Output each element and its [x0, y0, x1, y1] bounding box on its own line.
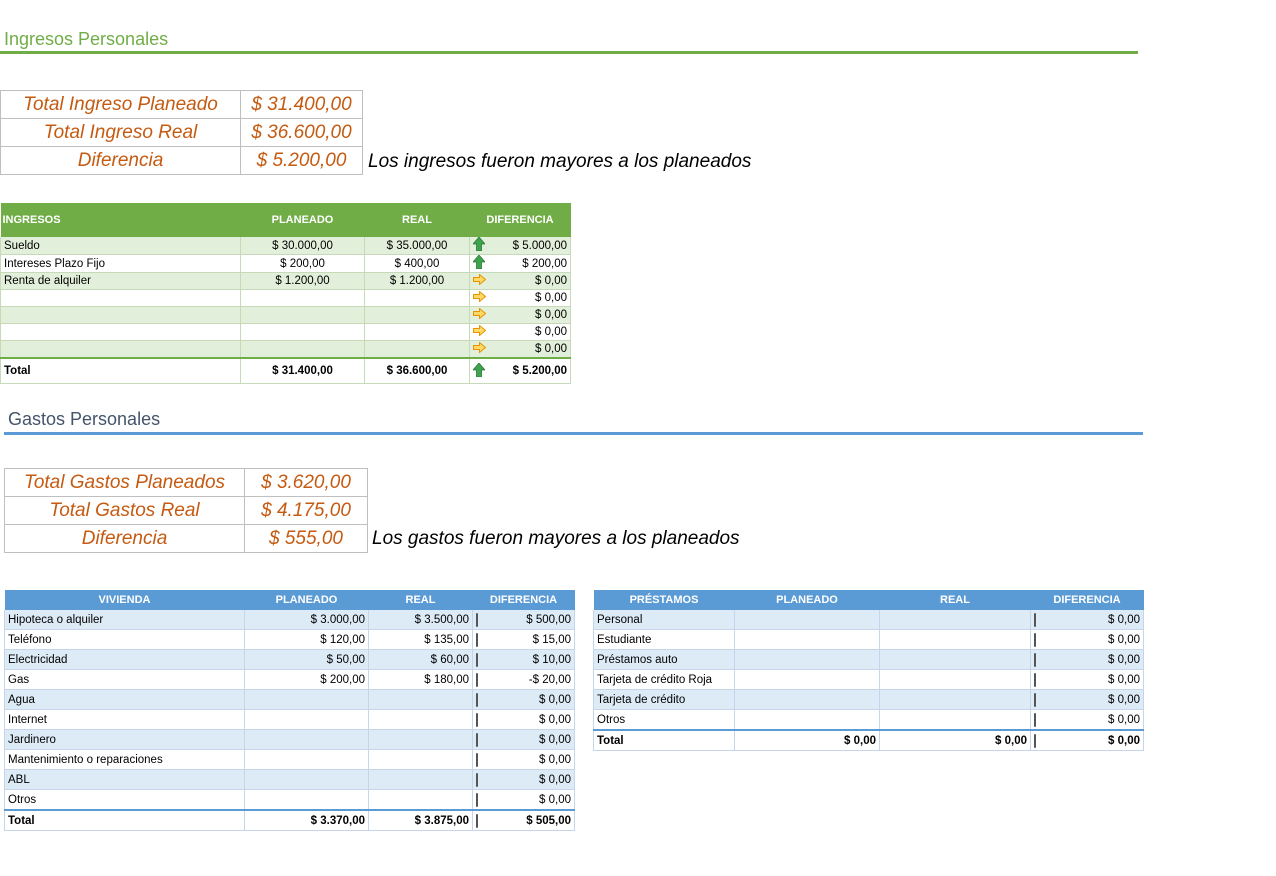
difference-cell[interactable]	[1031, 710, 1144, 731]
vivienda-row	[5, 770, 575, 790]
amber-light-icon	[1034, 714, 1036, 726]
ingresos-row	[1, 324, 571, 341]
red-light-icon	[476, 634, 478, 646]
col-header-planeado[interactable]: PLANEADO	[245, 590, 369, 610]
gastos-note: Los gastos fueron mayores a los planeados	[372, 528, 740, 549]
difference-value: -$ 20,00	[528, 673, 571, 686]
difference-value: $ 0,00	[1108, 713, 1140, 726]
difference-value: $ 10,00	[532, 653, 571, 666]
total-difference-value: $ 0,00	[1108, 734, 1140, 747]
ingresos-row	[1, 273, 571, 290]
total-difference-cell[interactable]	[470, 358, 571, 384]
real-cell[interactable]	[880, 710, 1031, 731]
row-name-cell[interactable]: Electricidad	[5, 650, 245, 670]
ingresos-row	[1, 290, 571, 307]
planned-cell[interactable]: $ 120,00	[245, 630, 369, 650]
difference-cell[interactable]	[473, 670, 575, 690]
total-planned-cell[interactable]: $ 0,00	[735, 730, 880, 751]
col-header-real[interactable]: REAL	[369, 590, 473, 610]
summary-row	[1, 91, 363, 119]
row-name-cell[interactable]: Tarjeta de crédito	[594, 690, 735, 710]
real-cell[interactable]: $ 180,00	[369, 670, 473, 690]
planned-cell[interactable]: $ 50,00	[245, 650, 369, 670]
amber-light-icon	[476, 754, 478, 766]
planned-cell[interactable]: $ 1.200,00	[241, 273, 365, 290]
difference-cell[interactable]	[473, 610, 575, 630]
row-name-cell[interactable]: Intereses Plazo Fijo	[1, 255, 241, 273]
real-cell[interactable]	[880, 650, 1031, 670]
difference-cell[interactable]	[470, 324, 571, 341]
difference-cell[interactable]	[473, 750, 575, 770]
difference-cell[interactable]	[1031, 630, 1144, 650]
planned-cell[interactable]: $ 3.000,00	[245, 610, 369, 630]
ingresos-row	[1, 237, 571, 255]
yellow-right-arrow-icon	[473, 342, 486, 356]
row-name-cell[interactable]: Tarjeta de crédito Roja	[594, 670, 735, 690]
difference-cell[interactable]	[470, 341, 571, 359]
planned-cell[interactable]	[245, 730, 369, 750]
red-light-icon	[476, 815, 478, 827]
row-name-cell[interactable]: Préstamos auto	[594, 650, 735, 670]
real-cell[interactable]: $ 3.500,00	[369, 610, 473, 630]
difference-cell[interactable]	[473, 770, 575, 790]
planned-cell[interactable]	[241, 324, 365, 341]
row-name-cell[interactable]: Otros	[5, 790, 245, 811]
row-name-cell[interactable]: Otros	[594, 710, 735, 731]
total-real-cell[interactable]: $ 0,00	[880, 730, 1031, 751]
amber-light-icon	[476, 774, 478, 786]
amber-light-icon	[1034, 735, 1036, 747]
ingresos-row	[1, 341, 571, 359]
difference-cell[interactable]	[1031, 690, 1144, 710]
col-header-prestamos[interactable]: PRÉSTAMOS	[594, 590, 735, 610]
vivienda-row	[5, 750, 575, 770]
col-header-vivienda[interactable]: VIVIENDA	[5, 590, 245, 610]
row-name-cell[interactable]	[1, 290, 241, 307]
difference-value: $ 0,00	[539, 773, 571, 786]
summary-row	[5, 497, 368, 525]
difference-cell[interactable]	[473, 650, 575, 670]
summary-row	[5, 525, 368, 553]
real-cell[interactable]	[365, 307, 470, 324]
prestamos-row	[594, 690, 1144, 710]
vivienda-row	[5, 790, 575, 811]
green-up-arrow-icon	[473, 363, 485, 380]
row-name-cell[interactable]: Estudiante	[594, 630, 735, 650]
amber-light-icon	[476, 734, 478, 746]
difference-cell[interactable]	[470, 255, 571, 273]
vivienda-row	[5, 670, 575, 690]
difference-cell[interactable]	[470, 290, 571, 307]
difference-value: $ 5.000,00	[512, 239, 567, 252]
amber-light-icon	[1034, 694, 1036, 706]
total-real-cell[interactable]: $ 3.875,00	[369, 810, 473, 831]
total-label[interactable]: Total	[594, 730, 735, 751]
yellow-right-arrow-icon	[473, 274, 486, 288]
planned-cell[interactable]	[735, 650, 880, 670]
amber-light-icon	[1034, 614, 1036, 626]
amber-light-icon	[1034, 634, 1036, 646]
vivienda-row	[5, 650, 575, 670]
difference-value: $ 200,00	[522, 257, 567, 270]
total-row	[1, 358, 571, 384]
difference-value: $ 0,00	[1108, 633, 1140, 646]
planned-cell[interactable]	[735, 690, 880, 710]
planned-cell[interactable]	[245, 750, 369, 770]
planned-cell[interactable]	[241, 341, 365, 359]
summary-value[interactable]: $ 3.620,00	[245, 469, 368, 497]
row-name-cell[interactable]: Gas	[5, 670, 245, 690]
row-name-cell[interactable]: Mantenimiento o reparaciones	[5, 750, 245, 770]
row-name-cell[interactable]: Renta de alquiler	[1, 273, 241, 290]
difference-cell[interactable]	[473, 710, 575, 730]
vivienda-row	[5, 610, 575, 630]
summary-value[interactable]: $ 5.200,00	[241, 147, 363, 175]
difference-value: $ 500,00	[526, 613, 571, 626]
difference-value: $ 0,00	[1108, 693, 1140, 706]
difference-cell[interactable]	[470, 237, 571, 255]
yellow-right-arrow-icon	[473, 308, 486, 322]
difference-value: $ 0,00	[535, 292, 567, 304]
vivienda-table	[4, 590, 575, 831]
difference-value: $ 0,00	[535, 275, 567, 287]
col-header-planeado[interactable]: PLANEADO	[735, 590, 880, 610]
yellow-right-arrow-icon	[473, 325, 486, 339]
real-cell[interactable]	[880, 630, 1031, 650]
difference-cell[interactable]	[473, 790, 575, 811]
summary-label[interactable]: Diferencia	[1, 147, 241, 175]
difference-value: $ 0,00	[535, 309, 567, 321]
difference-value: $ 0,00	[1108, 673, 1140, 686]
ingresos-summary-table	[0, 90, 363, 175]
total-difference-value: $ 5.200,00	[512, 365, 567, 377]
real-cell[interactable]	[365, 324, 470, 341]
real-cell[interactable]	[880, 610, 1031, 630]
real-cell[interactable]	[369, 730, 473, 750]
summary-label[interactable]: Diferencia	[5, 525, 245, 553]
planned-cell[interactable]: $ 200,00	[245, 670, 369, 690]
real-cell[interactable]	[880, 670, 1031, 690]
col-header-planeado[interactable]: PLANEADO	[241, 203, 365, 237]
real-cell[interactable]	[369, 690, 473, 710]
planned-cell[interactable]	[241, 290, 365, 307]
real-cell[interactable]	[369, 710, 473, 730]
green-up-arrow-icon	[473, 255, 485, 272]
vivienda-row	[5, 690, 575, 710]
green-up-arrow-icon	[473, 237, 485, 254]
difference-value: $ 0,00	[539, 793, 571, 806]
planned-cell[interactable]	[735, 710, 880, 731]
prestamos-header-row	[594, 590, 1144, 610]
difference-cell[interactable]	[473, 690, 575, 710]
gastos-title-rule	[4, 432, 1143, 435]
red-light-icon	[476, 654, 478, 666]
row-name-cell[interactable]: Agua	[5, 690, 245, 710]
red-light-icon	[476, 614, 478, 626]
planned-cell[interactable]: $ 30.000,00	[241, 237, 365, 255]
prestamos-table	[593, 590, 1144, 751]
total-planned-cell[interactable]: $ 31.400,00	[241, 358, 365, 384]
vivienda-row	[5, 630, 575, 650]
real-cell[interactable]	[365, 341, 470, 359]
col-header-real[interactable]: REAL	[365, 203, 470, 237]
planned-cell[interactable]	[735, 610, 880, 630]
real-cell[interactable]: $ 60,00	[369, 650, 473, 670]
difference-cell[interactable]	[470, 273, 571, 290]
total-row	[5, 810, 575, 831]
planned-cell[interactable]: $ 200,00	[241, 255, 365, 273]
difference-value: $ 0,00	[1108, 613, 1140, 626]
row-name-cell[interactable]	[1, 341, 241, 359]
difference-value: $ 0,00	[539, 713, 571, 726]
amber-light-icon	[476, 674, 478, 686]
difference-cell[interactable]	[473, 630, 575, 650]
summary-value[interactable]: $ 36.600,00	[241, 119, 363, 147]
difference-cell[interactable]	[1031, 670, 1144, 690]
total-difference-cell[interactable]	[1031, 730, 1144, 751]
planned-cell[interactable]	[735, 670, 880, 690]
prestamos-row	[594, 710, 1144, 731]
col-header-ingresos[interactable]: INGRESOS	[1, 203, 241, 237]
summary-value[interactable]: $ 31.400,00	[241, 91, 363, 119]
ingresos-title-rule	[0, 51, 1138, 54]
difference-value: $ 0,00	[539, 753, 571, 766]
row-name-cell[interactable]	[1, 307, 241, 324]
amber-light-icon	[476, 694, 478, 706]
ingresos-note: Los ingresos fueron mayores a los planeados	[368, 151, 752, 172]
vivienda-row	[5, 730, 575, 750]
summary-label[interactable]: Total Ingreso Real	[1, 119, 241, 147]
difference-cell[interactable]	[1031, 610, 1144, 630]
amber-light-icon	[1034, 654, 1036, 666]
real-cell[interactable]	[369, 750, 473, 770]
prestamos-row	[594, 610, 1144, 630]
summary-row	[1, 147, 363, 175]
col-header-diferencia[interactable]: DIFERENCIA	[470, 203, 571, 237]
difference-cell[interactable]	[470, 307, 571, 324]
summary-row	[1, 119, 363, 147]
total-row	[594, 730, 1144, 751]
total-difference-value: $ 505,00	[526, 814, 571, 827]
summary-value[interactable]: $ 4.175,00	[245, 497, 368, 525]
row-name-cell[interactable]: Teléfono	[5, 630, 245, 650]
gastos-summary-table	[4, 468, 368, 553]
real-cell[interactable]: $ 1.200,00	[365, 273, 470, 290]
summary-label[interactable]: Total Ingreso Planeado	[1, 91, 241, 119]
row-name-cell[interactable]: Sueldo	[1, 237, 241, 255]
difference-value: $ 0,00	[535, 326, 567, 338]
ingresos-table	[0, 203, 571, 384]
total-label[interactable]: Total	[5, 810, 245, 831]
total-real-cell[interactable]: $ 36.600,00	[365, 358, 470, 384]
vivienda-row	[5, 710, 575, 730]
planned-cell[interactable]	[245, 790, 369, 811]
vivienda-header-row	[5, 590, 575, 610]
row-name-cell[interactable]: Hipoteca o alquiler	[5, 610, 245, 630]
summary-label[interactable]: Total Gastos Real	[5, 497, 245, 525]
amber-light-icon	[476, 714, 478, 726]
difference-cell[interactable]	[1031, 650, 1144, 670]
real-cell[interactable]	[369, 790, 473, 811]
prestamos-row	[594, 670, 1144, 690]
difference-value: $ 0,00	[535, 343, 567, 355]
col-header-diferencia[interactable]: DIFERENCIA	[473, 590, 575, 610]
row-name-cell[interactable]: Internet	[5, 710, 245, 730]
real-cell[interactable]	[365, 290, 470, 307]
real-cell[interactable]	[880, 690, 1031, 710]
ingresos-row	[1, 307, 571, 324]
yellow-right-arrow-icon	[473, 291, 486, 305]
real-cell[interactable]: $ 35.000,00	[365, 237, 470, 255]
summary-value[interactable]: $ 555,00	[245, 525, 368, 553]
ingresos-header-row	[1, 203, 571, 237]
planned-cell[interactable]	[241, 307, 365, 324]
amber-light-icon	[1034, 674, 1036, 686]
prestamos-row	[594, 630, 1144, 650]
row-name-cell[interactable]: Jardinero	[5, 730, 245, 750]
amber-light-icon	[476, 794, 478, 806]
planned-cell[interactable]	[735, 630, 880, 650]
col-header-real[interactable]: REAL	[880, 590, 1031, 610]
total-label[interactable]: Total	[1, 358, 241, 384]
row-name-cell[interactable]	[1, 324, 241, 341]
difference-value: $ 0,00	[1108, 653, 1140, 666]
prestamos-row	[594, 650, 1144, 670]
ingresos-section-title: Ingresos Personales	[4, 29, 169, 49]
col-header-diferencia[interactable]: DIFERENCIA	[1031, 590, 1144, 610]
total-planned-cell[interactable]: $ 3.370,00	[245, 810, 369, 831]
difference-value: $ 0,00	[539, 733, 571, 746]
real-cell[interactable]	[369, 770, 473, 790]
difference-cell[interactable]	[473, 730, 575, 750]
real-cell[interactable]: $ 135,00	[369, 630, 473, 650]
planned-cell[interactable]	[245, 710, 369, 730]
total-difference-cell[interactable]	[473, 810, 575, 831]
planned-cell[interactable]	[245, 690, 369, 710]
planned-cell[interactable]	[245, 770, 369, 790]
gastos-section-title: Gastos Personales	[8, 409, 161, 429]
real-cell[interactable]: $ 400,00	[365, 255, 470, 273]
summary-label[interactable]: Total Gastos Planeados	[5, 469, 245, 497]
summary-row	[5, 469, 368, 497]
row-name-cell[interactable]: ABL	[5, 770, 245, 790]
row-name-cell[interactable]: Personal	[594, 610, 735, 630]
difference-value: $ 0,00	[539, 693, 571, 706]
difference-value: $ 15,00	[532, 633, 571, 646]
ingresos-row	[1, 255, 571, 273]
